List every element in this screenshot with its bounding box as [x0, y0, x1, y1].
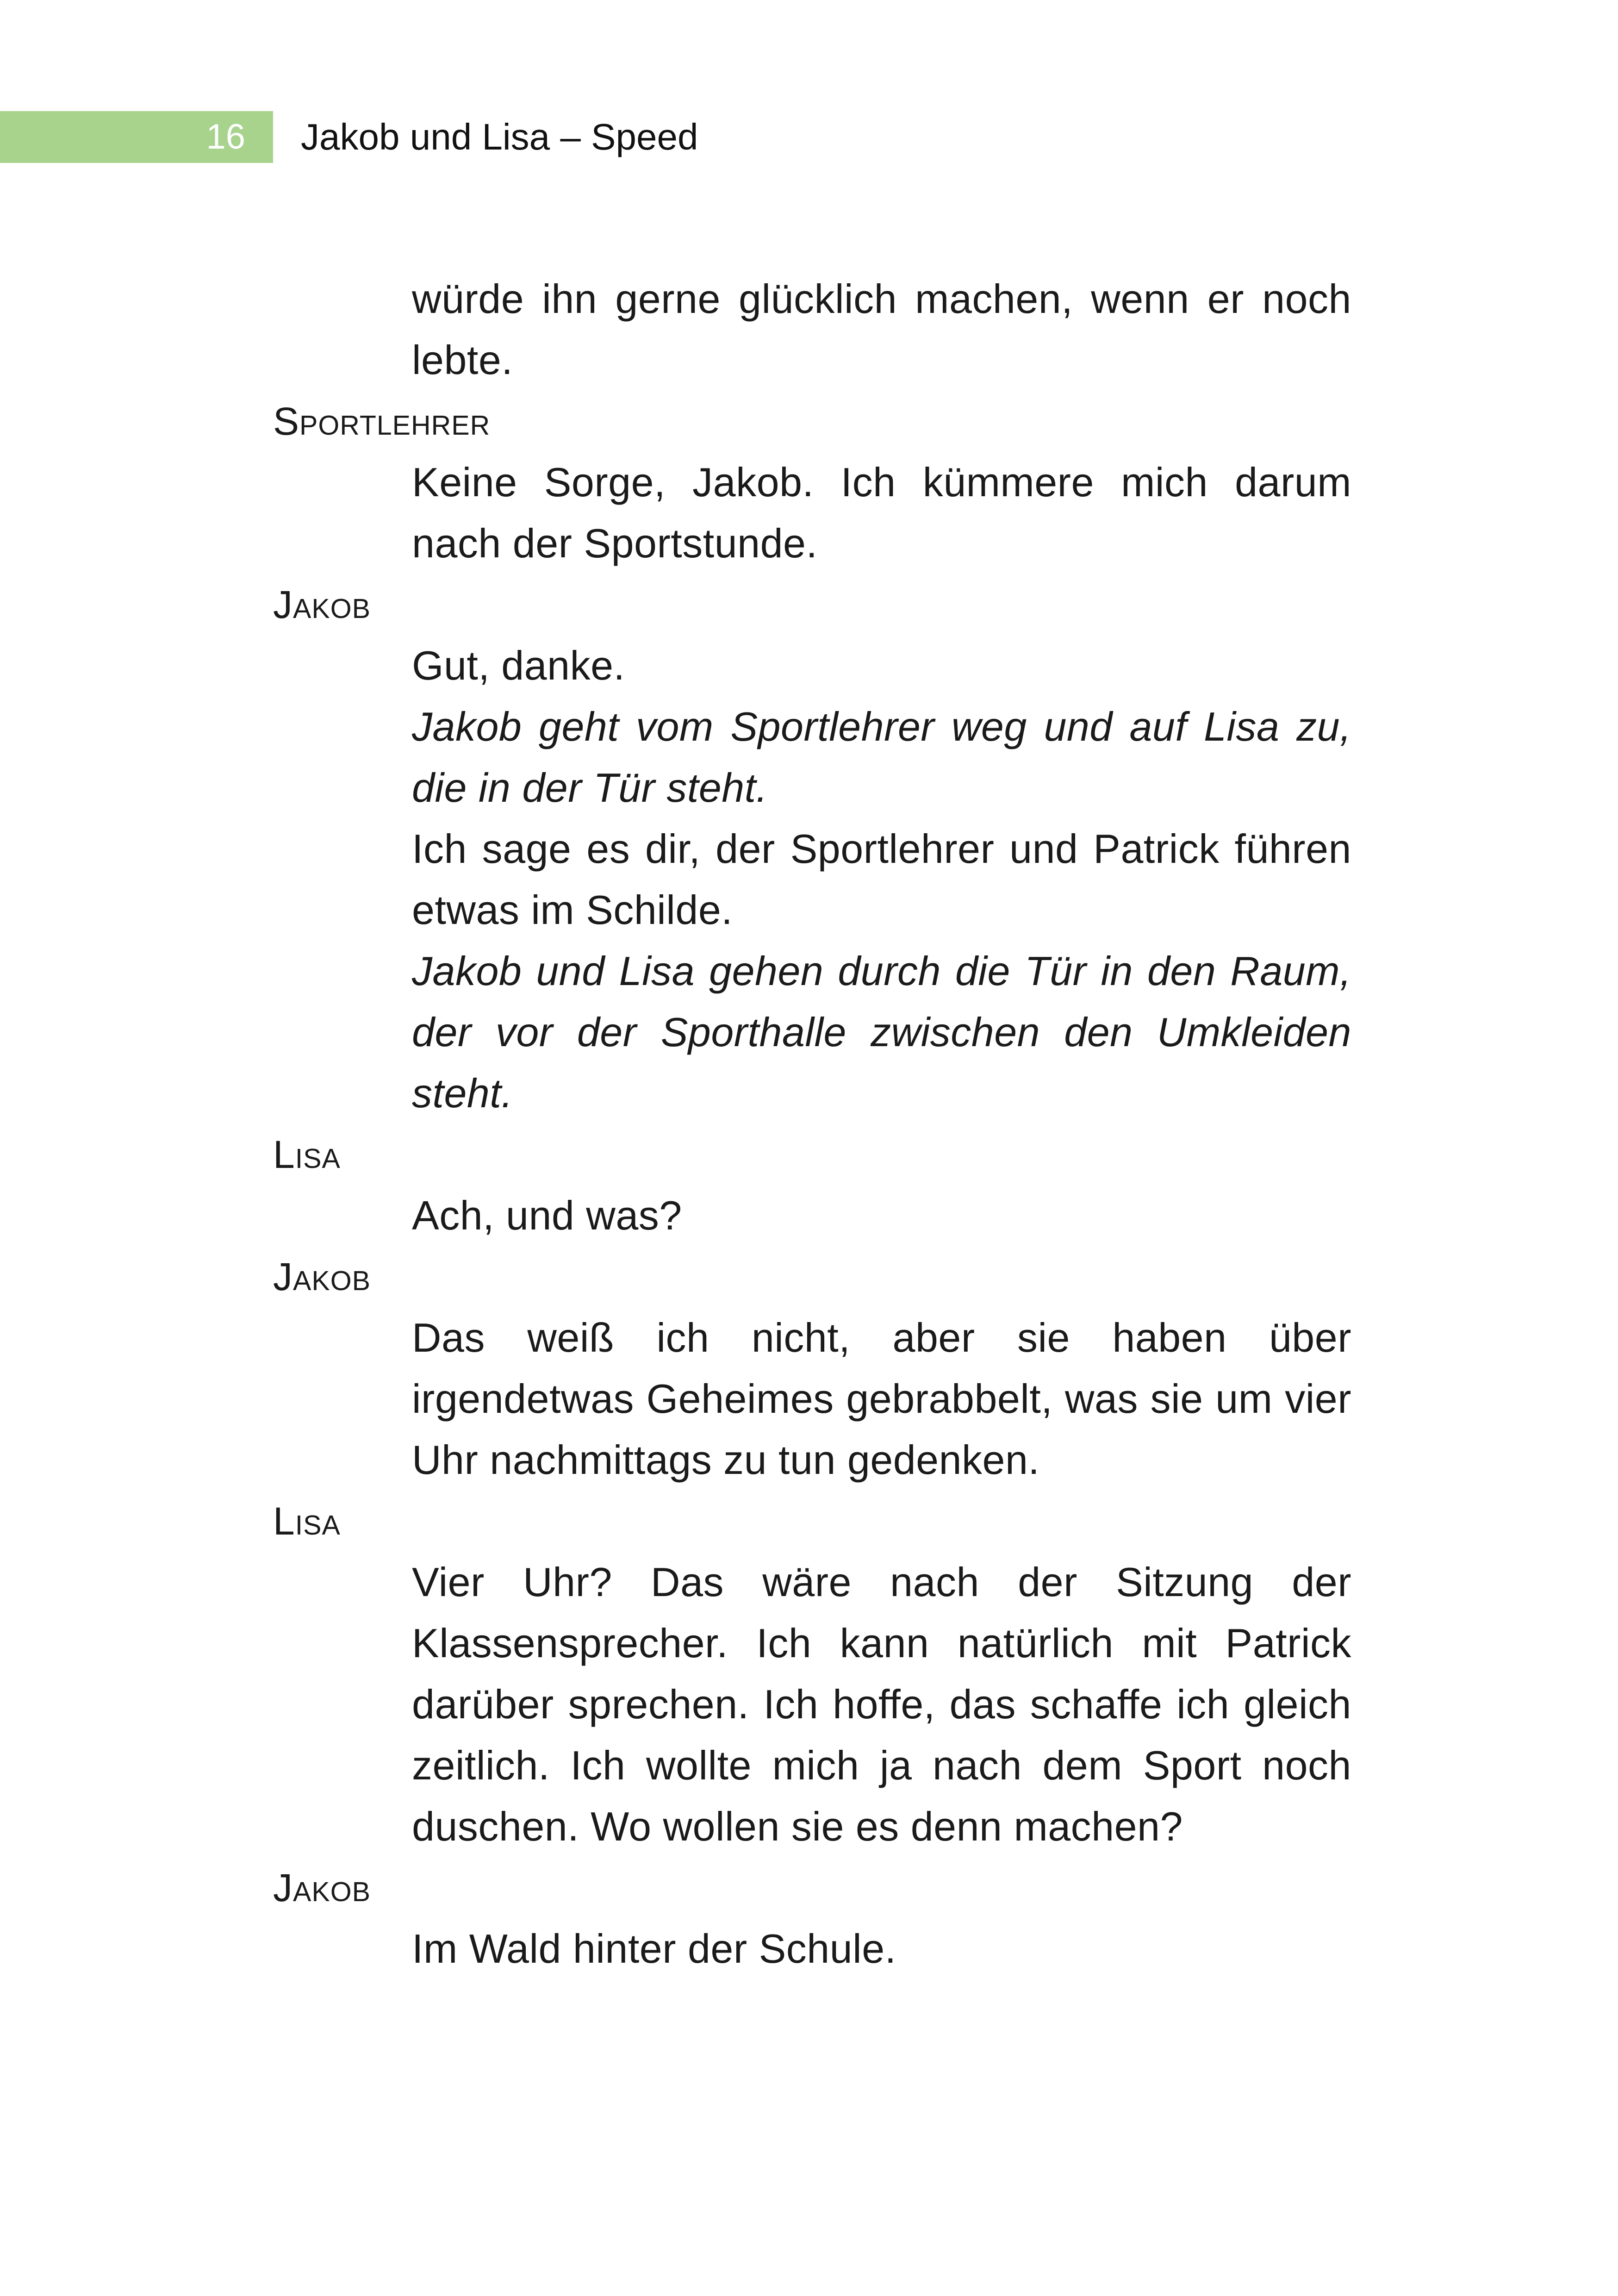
- speaker-name: Jakob: [273, 583, 371, 626]
- stage-direction: Jakob geht vom Sportlehrer weg und auf Lisa zu, die in der Tür steht.: [412, 704, 1351, 811]
- running-title: Jakob und Lisa – Speed: [301, 116, 698, 157]
- dialogue-text: Ich sage es dir, der Sportlehrer und Patrick führen etwas im Schilde.: [412, 826, 1351, 933]
- page-number: 16: [206, 117, 245, 156]
- dialogue-text: Ach, und was?: [412, 1192, 682, 1238]
- dialogue-text: Das weiß ich nicht, aber sie haben über irgendetwas Geheimes gebrabbelt, was sie um vier Uhr nachmittags zu tun gedenken.: [412, 1315, 1351, 1483]
- speaker-name: Jakob: [273, 1866, 371, 1909]
- dialogue-text: Gut, danke.: [412, 643, 625, 688]
- speaker-name: Jakob: [273, 1255, 371, 1298]
- speaker-name: Lisa: [273, 1499, 341, 1543]
- script-body: [273, 268, 1351, 1979]
- dialogue-text: Keine Sorge, Jakob. Ich kümmere mich darum nach der Sportstunde.: [412, 459, 1351, 566]
- dialogue-text: Vier Uhr? Das wäre nach der Sitzung der Klassensprecher. Ich kann natürlich mit Patrick darüber sprechen. Ich hoffe, das schaffe ich gleich zeitlich. Ich wollte mich ja nach dem Sport noch duschen. Wo wollen sie es denn machen?: [412, 1559, 1351, 1849]
- speaker-name: Sportlehrer: [273, 399, 491, 443]
- dialogue-text: würde ihn gerne glücklich machen, wenn er noch lebte.: [412, 276, 1351, 383]
- speaker-name: Lisa: [273, 1133, 341, 1176]
- dialogue-text: Im Wald hinter der Schule.: [412, 1926, 896, 1972]
- stage-direction: Jakob und Lisa gehen durch die Tür in den Raum, der vor der Sporthalle zwischen den Umkleiden steht.: [412, 948, 1351, 1116]
